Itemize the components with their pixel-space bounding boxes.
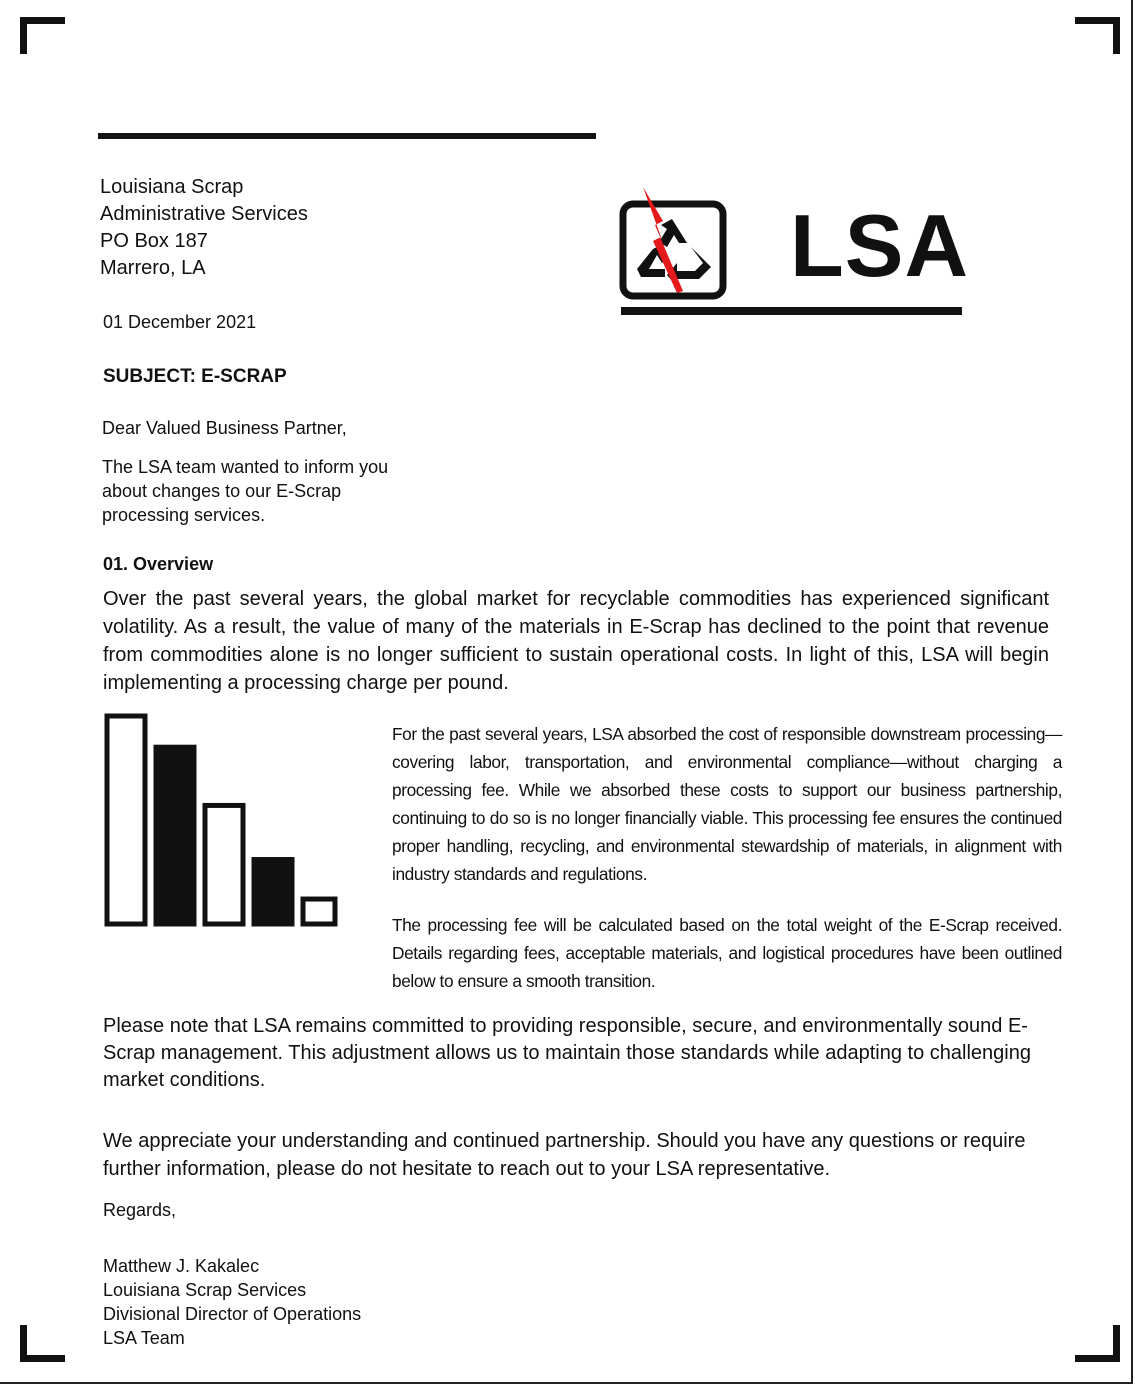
crop-mark-bottom-right <box>1075 1325 1120 1362</box>
sender-box: PO Box 187 <box>100 230 208 252</box>
bar-4 <box>254 860 292 924</box>
column-paragraph-2: The processing fee will be calculated based on the total weight of the E-Scrap received. Details regarding fees, acceptable materials, and logistical procedures have been outlined below to ensure a smooth transition. <box>392 915 1062 991</box>
overview-paragraph: Over the past several years, the global market for recyclable commodities has experienced significant volatility. As a result, the value of many of the materials in E-Scrap has declined to the point that revenue from commodities alone is no longer sufficient to sustain operational costs. In light of this, LSA will begin implementing a processing charge per pound. <box>103 588 1049 694</box>
sender-address <box>100 174 308 282</box>
letter-subject: SUBJECT: E-SCRAP <box>103 366 287 387</box>
crop-mark-top-left <box>20 17 65 54</box>
regards: Regards, <box>103 1200 177 1220</box>
signature-title: Divisional Director of Operations <box>103 1304 362 1324</box>
declining-bars-icon <box>103 712 343 928</box>
signature-company: Louisiana Scrap Services <box>103 1280 307 1300</box>
sender-dept: Administrative Services <box>100 203 308 225</box>
logo-wordmark: LSA <box>790 196 969 295</box>
bar-3 <box>205 805 243 924</box>
greeting: Dear Valued Business Partner, <box>102 418 347 438</box>
signature-block <box>103 1254 361 1350</box>
closing-paragraph-2: We appreciate your understanding and continued partnership. Should you have any questions or require further information, please do not hesitate to reach out to your LSA representative. <box>103 1130 1026 1180</box>
logo-underline <box>621 307 962 315</box>
closing-paragraph-1: Please note that LSA remains committed to providing responsible, secure, and environmentally sound E-Scrap management. This adjustment allows us to maintain those standards while adapting to challenging market conditions. <box>103 1015 1031 1091</box>
bar-1 <box>107 716 145 924</box>
intro-paragraph: The LSA team wanted to inform you about changes to our E-Scrap processing services. <box>102 457 389 525</box>
sender-city: Marrero, LA <box>100 257 206 279</box>
header-rule <box>98 133 596 139</box>
column-paragraph-1: For the past several years, LSA absorbed the cost of responsible downstream processing—covering labor, transportation, and environmental compliance—without charging a processing fee. While we absorbed these costs to support our business partnership, continuing to do so is no longer financially viable. This processing fee ensures the continued proper handling, recycling, and environmental stewardship of materials, in alignment with industry standards and regulations. <box>392 724 1062 884</box>
crop-mark-top-right <box>1075 17 1120 54</box>
signature-name: Matthew J. Kakalec <box>103 1256 260 1276</box>
signature-team: LSA Team <box>103 1328 185 1348</box>
bar-5 <box>303 899 335 924</box>
crop-mark-bottom-left <box>20 1325 65 1362</box>
section-heading: 01. Overview <box>103 554 214 574</box>
sender-name: Louisiana Scrap <box>100 176 244 198</box>
bar-2 <box>156 747 194 924</box>
letter-date: 01 December 2021 <box>103 312 257 332</box>
